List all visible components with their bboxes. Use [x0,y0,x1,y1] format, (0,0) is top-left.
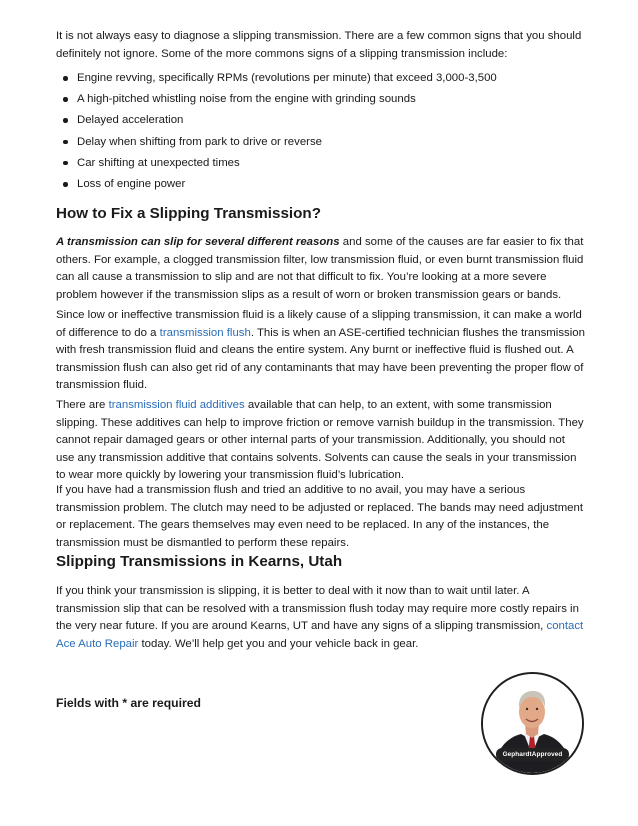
list-item [56,132,586,153]
bullet-icon [63,97,68,102]
list-item-text: Delayed acceleration [77,114,184,127]
transmission-flush-link[interactable]: transmission flush [159,326,251,339]
list-item-text: Loss of engine power [77,178,186,191]
intro-paragraph: It is not always easy to diagnose a slipping transmission. There are a few common signs that you should definitely not ignore. Some of the more commons signs of a slipping transmission include: [56,30,582,60]
paragraph-text: . This is when an ASE-certified technician flushes the transmission with fresh transmission fluid and cleans the entire system. Any burnt or ineffective fluid is flushed out. A transmission flush can also get rid of any contaminants that may have been preventing the proper flow of transmission fluid. [56,326,585,392]
paragraph-text: There are [56,399,109,411]
signs-list [56,68,586,195]
list-item [56,110,586,131]
badge-label: GephardtApproved [496,748,569,761]
bullet-icon [63,140,68,145]
fix-paragraph-3 [56,397,586,485]
fix-paragraph-1 [56,234,586,304]
contact-link[interactable]: contact Ace Auto Repair [56,620,584,650]
fix-paragraph-4: If you have had a transmission flush and tried an additive to no avail, you may have a serious transmission problem. The clutch may need to be adjusted or replaced. The bands may need adjustment or replacement. The gears themselves may even need to be replaced. In any of the instances, the transmission must be dismantled to perform these repairs. [56,484,584,549]
paragraph-text: and some of the causes are far easier to fix that others. For example, a clogged transmission filter, low transmission fluid, or even burnt transmission fluid can all cause a transmission to slip and are not that difficult to fix. You’re looking at a more severe problem however if the transmission slips as a result of worn or broken transmission gears or bands. [56,236,584,301]
bullet-icon [63,182,68,187]
gephardt-approved-badge [481,672,584,775]
section-heading-fix: How to Fix a Slipping Transmission? [56,205,321,222]
required-fields-note: Fields with * are required [56,696,201,710]
bullet-icon [63,161,68,166]
paragraph-text: today. We’ll help get you and your vehicle back in gear. [138,637,419,650]
fix-paragraph-2 [56,307,586,395]
list-item-text: A high-pitched whistling noise from the engine with grinding sounds [77,93,416,106]
list-item [56,153,586,174]
list-item [56,174,586,195]
paragraph-text: available that can help, to an extent, with some transmission slipping. These additives can help to improve friction or remove varnish buildup in the transmission. They cannot repair damaged gears or other internal parts of your transmission. Additionally, you should not use any transmission additive that contains solvents. Solvents can cause the seals in your transmission to wear more quickly by lowering your transmission fluid’s lubrication. [56,399,584,482]
list-item [56,89,586,110]
bullet-icon [63,76,68,81]
list-item-text: Engine revving, specifically RPMs (revolutions per minute) that exceed 3,000-3,500 [77,72,497,84]
list-item-text: Delay when shifting from park to drive or reverse [77,135,322,148]
bullet-icon [63,118,68,123]
section-heading-kearns: Slipping Transmissions in Kearns, Utah [56,553,343,570]
fluid-additives-link[interactable]: transmission fluid additives [108,399,245,411]
paragraph-text: If you think your transmission is slipping, it is better to deal with it now than to wait until later. A transmission slip that can be resolved with a transmission flush today may require more costly repairs in the very near future. If you are around Kearns, UT and have any signs of a slipping transmission, [56,585,579,633]
emphasis-text: A transmission can slip for several different reasons [56,236,340,248]
paragraph-text: Since low or ineffective transmission fluid is a likely cause of a slipping transmission, it can make a world of difference to do a [56,309,582,339]
kearns-paragraph [56,583,586,653]
list-item [56,68,586,89]
list-item-text: Car shifting at unexpected times [77,156,240,169]
